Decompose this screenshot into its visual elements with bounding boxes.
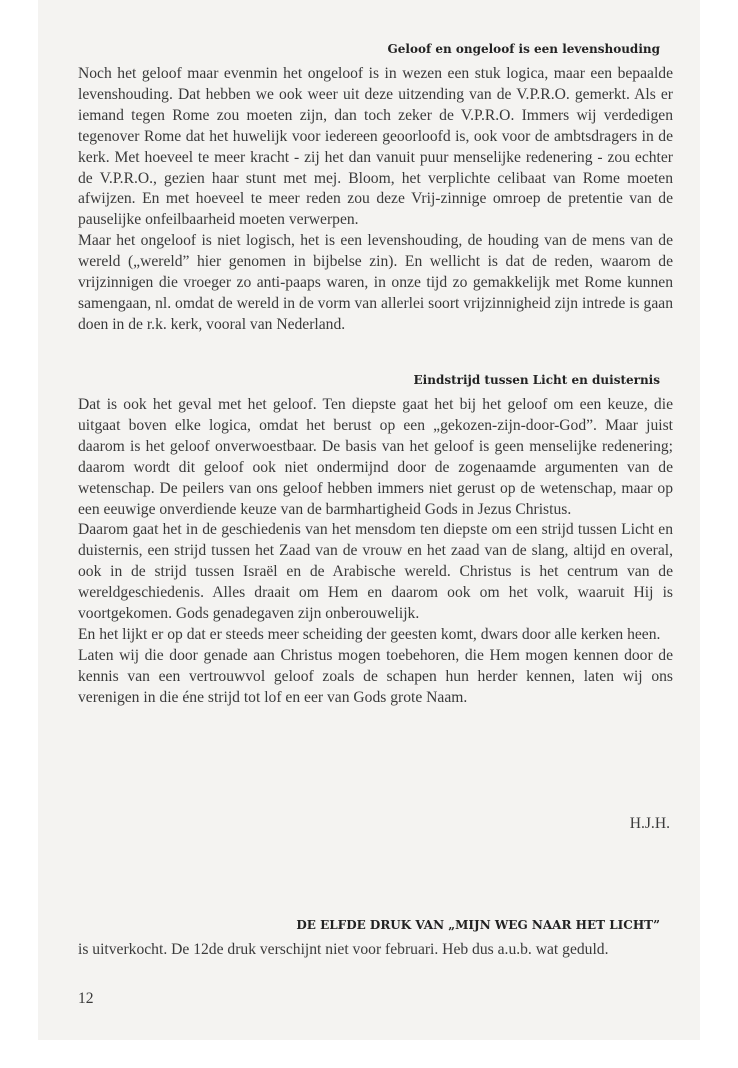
document-page <box>38 0 700 1040</box>
paragraph: Laten wij die door genade aan Christus mogen toebehoren, die Hem mogen kennen door de kennis van een vertrouwvol geloof zoals de schapen hun herder kennen, laten wij ons verenigen in die éne strijd tot lof en eer van Gods grote Naam. <box>78 646 673 706</box>
paragraph: Noch het geloof maar evenmin het ongeloof is in wezen een stuk logica, maar een bepaalde levenshouding. Dat hebben we ook weer uit deze uitzending van de V.P.R.O. gemerkt. Als er iemand tegen Rome zou moeten zijn, dan toch zeker de V.P.R.O. Immers wij verdedigen tegenover Rome dat het huwelijk voor iedereen geoorloofd is, ook voor de ambtsdragers in de kerk. Met hoeveel te meer kracht - zij het dan vanuit puur menselijke redenering - zou echter de V.P.R.O., gezien haar stunt met mej. Bloom, het verplichte celibaat van Rome moeten afwijzen. En met hoeveel te meer reden zou deze Vrij-zinnige omroep de pretentie van de pauselijke onfeilbaarheid moeten verwerpen. <box>78 65 673 229</box>
paragraph: En het lijkt er op dat er steeds meer scheiding der geesten komt, dwars door alle kerken heen. <box>78 625 661 643</box>
section-heading-belief: Geloof en ongeloof is een levenshouding <box>387 42 660 56</box>
section-heading-final-struggle: Eindstrijd tussen Licht en duisternis <box>413 373 660 387</box>
notice-heading: DE ELFDE DRUK VAN „MIJN WEG NAAR HET LICHT” <box>296 918 660 932</box>
paragraph: Dat is ook het geval met het geloof. Ten diepste gaat het bij het geloof om een keuze, die uitgaat boven elke logica, omdat het berust op een „gekozen-zijn-door-God”. Maar juist daarom is het geloof onverwoestbaar. De basis van het geloof is geen menselijke redenering; daarom wordt dit geloof ook niet ondermijnd door de zogenaamde argumenten van de wetenschap. De peilers van ons geloof hebben immers niet gerust op de wetenschap, maar op een eeuwige onverdiende keuze van de barmhartigheid Gods in Jezus Christus. <box>78 396 673 518</box>
page-number: 12 <box>78 990 94 1007</box>
notice-body <box>78 940 673 961</box>
paragraph: Daarom gaat het in de geschiedenis van het mensdom ten diepste om een strijd tussen Licht en duisternis, een strijd tussen het Zaad van de vrouw en het zaad van de slang, altijd en overal, ook in de strijd tussen Israël en de Arabische wereld. Christus is het centrum van de wereldgeschiedenis. Alles draait om Hem en daarom ook om het volk, waaruit Hij is voortgekomen. Gods genadegaven zijn onberouwelijk. <box>78 521 673 623</box>
section-body-belief <box>78 64 673 336</box>
signature: H.J.H. <box>629 815 670 832</box>
section-body-final-struggle <box>78 395 673 709</box>
notice-text: is uitverkocht. De 12de druk verschijnt niet voor februari. Heb dus a.u.b. wat geduld. <box>78 941 609 958</box>
paragraph: Maar het ongeloof is niet logisch, het is een levenshouding, de houding van de mens van de wereld („wereld” hier genomen in bijbelse zin). En wellicht is dat de reden, waarom de vrijzinnigen die vroeger zo anti-paaps waren, in onze tijd zo gemakkelijk met Rome kunnen samengaan, nl. omdat de wereld in de vorm van allerlei soort vrijzinnigheid zijn intrede is gaan doen in de r.k. kerk, vooral van Nederland. <box>78 232 673 333</box>
